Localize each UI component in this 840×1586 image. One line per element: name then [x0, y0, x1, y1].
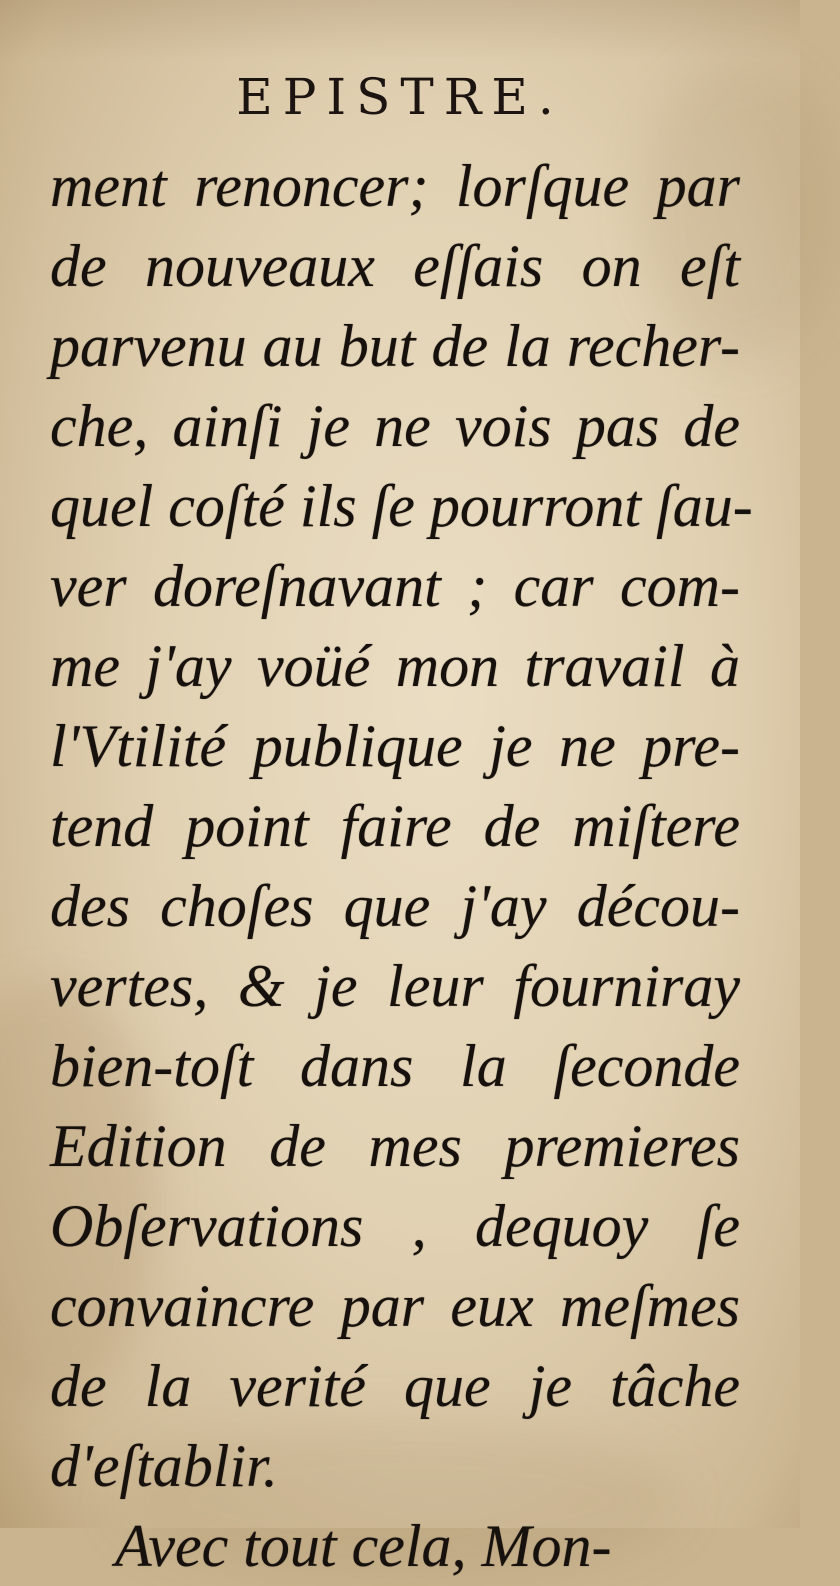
paper-shadow [0, 0, 800, 60]
body-text [50, 146, 753, 1586]
text-line: d'eſtablir. [50, 1433, 278, 1499]
text-line: Edition de mes premieres [50, 1113, 740, 1179]
text-line: tend point faire de miſtere [50, 793, 740, 859]
text-line: parvenu au but de la recher- [50, 313, 740, 379]
text-line: l'Vtilité publique je ne pre- [50, 713, 740, 779]
text-line: che, ainſi je ne vois pas de [50, 393, 740, 459]
text-line: Avec tout cela, Mon- [115, 1513, 612, 1579]
text-line: me j'ay voüé mon travail à [50, 633, 740, 699]
text-line: de la verité que je tâche [50, 1353, 740, 1419]
running-head: EPISTRE. [236, 68, 564, 126]
text-line: de nouveaux eſſais on eſt [50, 233, 740, 299]
text-line: quel coſté ils ſe pourront ſau- [50, 473, 753, 539]
text-line: convaincre par eux meſmes [50, 1273, 740, 1339]
text-line: bien-toſt dans la ſeconde [50, 1033, 740, 1099]
text-line: ver doreſnavant ; car com- [50, 553, 740, 619]
text-line: des choſes que j'ay décou- [50, 873, 740, 939]
text-line: vertes, & je leur fourniray [50, 953, 740, 1019]
text-line: Obſervations , dequoy ſe [50, 1193, 740, 1259]
text-line: ment renoncer; lorſque par [50, 153, 740, 219]
